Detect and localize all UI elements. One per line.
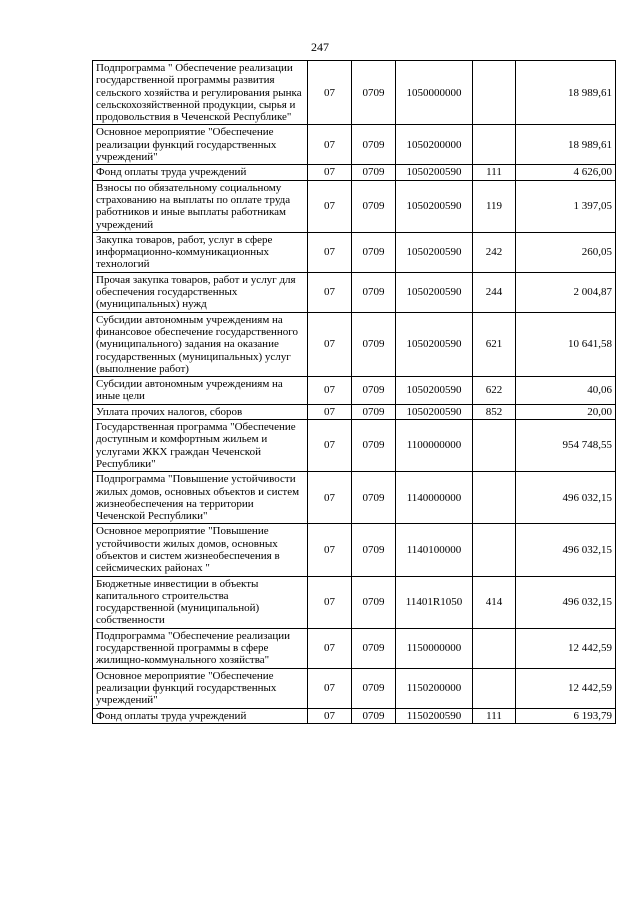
table-row	[93, 180, 616, 232]
ministry-code-cell: 07	[308, 312, 352, 376]
target-article-cell: 1050200590	[396, 404, 473, 419]
target-article-cell: 1050200590	[396, 180, 473, 232]
amount-cell: 10 641,58	[516, 312, 616, 376]
budget-table-body	[93, 61, 616, 724]
section-code-cell: 0709	[352, 232, 396, 272]
budget-table	[92, 60, 616, 724]
row-name-cell: Фонд оплаты труда учреждений	[93, 708, 308, 723]
section-code-cell: 0709	[352, 628, 396, 668]
table-row	[93, 404, 616, 419]
section-code-cell: 0709	[352, 61, 396, 125]
row-name-cell: Основное мероприятие "Обеспечение реализации функций государственных учреждений"	[93, 125, 308, 165]
section-code-cell: 0709	[352, 272, 396, 312]
target-article-cell: 1150200000	[396, 668, 473, 708]
table-row	[93, 272, 616, 312]
amount-cell: 954 748,55	[516, 420, 616, 472]
target-article-cell: 1050200590	[396, 377, 473, 405]
expense-kind-cell: 242	[473, 232, 516, 272]
target-article-cell: 1050000000	[396, 61, 473, 125]
amount-cell: 496 032,15	[516, 576, 616, 628]
expense-kind-cell	[473, 668, 516, 708]
amount-cell: 12 442,59	[516, 628, 616, 668]
table-row	[93, 628, 616, 668]
table-row	[93, 125, 616, 165]
amount-cell: 4 626,00	[516, 165, 616, 180]
ministry-code-cell: 07	[308, 576, 352, 628]
expense-kind-cell: 111	[473, 165, 516, 180]
ministry-code-cell: 07	[308, 404, 352, 419]
table-row	[93, 312, 616, 376]
amount-cell: 18 989,61	[516, 125, 616, 165]
section-code-cell: 0709	[352, 165, 396, 180]
row-name-cell: Государственная программа "Обеспечение доступным и комфортным жильем и услугами ЖКХ граждан Чеченской Республики"	[93, 420, 308, 472]
table-row	[93, 420, 616, 472]
target-article-cell: 11401R1050	[396, 576, 473, 628]
expense-kind-cell: 621	[473, 312, 516, 376]
ministry-code-cell: 07	[308, 272, 352, 312]
target-article-cell: 1150000000	[396, 628, 473, 668]
section-code-cell: 0709	[352, 312, 396, 376]
amount-cell: 12 442,59	[516, 668, 616, 708]
section-code-cell: 0709	[352, 668, 396, 708]
row-name-cell: Субсидии автономным учреждениям на финансовое обеспечение государственного (муниципального) задания на оказание государственных (муниципальных) услуг (выполнение работ)	[93, 312, 308, 376]
table-row	[93, 61, 616, 125]
amount-cell: 40,06	[516, 377, 616, 405]
row-name-cell: Основное мероприятие "Обеспечение реализации функций государственных учреждений"	[93, 668, 308, 708]
target-article-cell: 1140000000	[396, 472, 473, 524]
target-article-cell: 1050200590	[396, 232, 473, 272]
section-code-cell: 0709	[352, 576, 396, 628]
amount-cell: 6 193,79	[516, 708, 616, 723]
expense-kind-cell: 244	[473, 272, 516, 312]
row-name-cell: Фонд оплаты труда учреждений	[93, 165, 308, 180]
section-code-cell: 0709	[352, 404, 396, 419]
target-article-cell: 1050200000	[396, 125, 473, 165]
amount-cell: 20,00	[516, 404, 616, 419]
amount-cell: 496 032,15	[516, 472, 616, 524]
ministry-code-cell: 07	[308, 61, 352, 125]
section-code-cell: 0709	[352, 472, 396, 524]
amount-cell: 260,05	[516, 232, 616, 272]
ministry-code-cell: 07	[308, 232, 352, 272]
row-name-cell: Прочая закупка товаров, работ и услуг для обеспечения государственных (муниципальных) нужд	[93, 272, 308, 312]
row-name-cell: Закупка товаров, работ, услуг в сфере информационно-коммуникационных технологий	[93, 232, 308, 272]
target-article-cell: 1100000000	[396, 420, 473, 472]
section-code-cell: 0709	[352, 708, 396, 723]
target-article-cell: 1050200590	[396, 165, 473, 180]
row-name-cell: Взносы по обязательному социальному страхованию на выплаты по оплате труда работников и иные выплаты работникам учреждений	[93, 180, 308, 232]
row-name-cell: Основное мероприятие "Повышение устойчивости жилых домов, основных объектов и систем жизнеобеспечения в сейсмических районах "	[93, 524, 308, 576]
expense-kind-cell	[473, 420, 516, 472]
row-name-cell: Подпрограмма "Повышение устойчивости жилых домов, основных объектов и систем жизнеобеспечения на территории Чеченской Республики"	[93, 472, 308, 524]
target-article-cell: 1150200590	[396, 708, 473, 723]
expense-kind-cell	[473, 472, 516, 524]
table-row	[93, 232, 616, 272]
row-name-cell: Уплата прочих налогов, сборов	[93, 404, 308, 419]
amount-cell: 18 989,61	[516, 61, 616, 125]
table-row	[93, 668, 616, 708]
expense-kind-cell: 622	[473, 377, 516, 405]
table-row	[93, 165, 616, 180]
target-article-cell: 1140100000	[396, 524, 473, 576]
ministry-code-cell: 07	[308, 524, 352, 576]
row-name-cell: Бюджетные инвестиции в объекты капитального строительства государственной (муниципальной) собственности	[93, 576, 308, 628]
section-code-cell: 0709	[352, 180, 396, 232]
table-row	[93, 472, 616, 524]
row-name-cell: Подпрограмма " Обеспечение реализации государственной программы развития сельского хозяйства и регулирования рынка сельскохозяйственной продукции, сырья и продовольствия в Чеченской Республике"	[93, 61, 308, 125]
amount-cell: 2 004,87	[516, 272, 616, 312]
expense-kind-cell: 119	[473, 180, 516, 232]
row-name-cell: Подпрограмма "Обеспечение реализации государственной программы в сфере жилищно-коммунального хозяйства"	[93, 628, 308, 668]
row-name-cell: Субсидии автономным учреждениям на иные цели	[93, 377, 308, 405]
ministry-code-cell: 07	[308, 180, 352, 232]
page-number: 247	[311, 40, 329, 54]
amount-cell: 1 397,05	[516, 180, 616, 232]
table-row	[93, 377, 616, 405]
ministry-code-cell: 07	[308, 165, 352, 180]
ministry-code-cell: 07	[308, 708, 352, 723]
ministry-code-cell: 07	[308, 420, 352, 472]
section-code-cell: 0709	[352, 377, 396, 405]
target-article-cell: 1050200590	[396, 312, 473, 376]
expense-kind-cell	[473, 125, 516, 165]
table-row	[93, 576, 616, 628]
expense-kind-cell: 111	[473, 708, 516, 723]
table-row	[93, 524, 616, 576]
ministry-code-cell: 07	[308, 668, 352, 708]
amount-cell: 496 032,15	[516, 524, 616, 576]
expense-kind-cell	[473, 61, 516, 125]
section-code-cell: 0709	[352, 125, 396, 165]
table-row	[93, 708, 616, 723]
ministry-code-cell: 07	[308, 377, 352, 405]
expense-kind-cell	[473, 628, 516, 668]
expense-kind-cell: 414	[473, 576, 516, 628]
expense-kind-cell: 852	[473, 404, 516, 419]
ministry-code-cell: 07	[308, 628, 352, 668]
section-code-cell: 0709	[352, 524, 396, 576]
expense-kind-cell	[473, 524, 516, 576]
ministry-code-cell: 07	[308, 125, 352, 165]
ministry-code-cell: 07	[308, 472, 352, 524]
section-code-cell: 0709	[352, 420, 396, 472]
target-article-cell: 1050200590	[396, 272, 473, 312]
